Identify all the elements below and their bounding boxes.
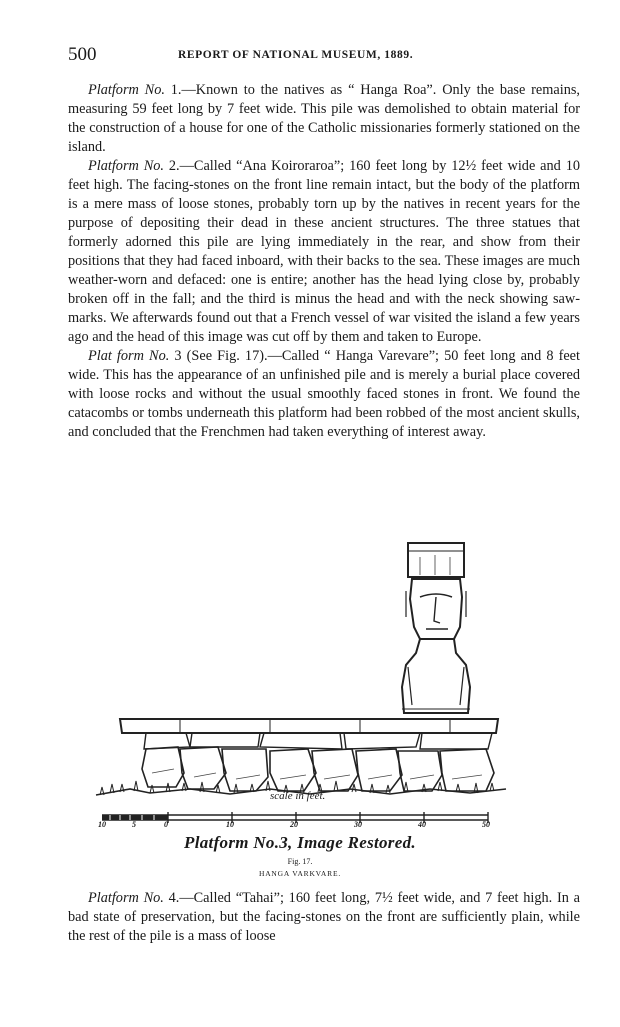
statue-head bbox=[410, 579, 462, 639]
statue-topknot bbox=[408, 543, 464, 577]
scale-tick-label: 40 bbox=[418, 820, 426, 829]
paragraph-lead: Plat form No. bbox=[88, 348, 170, 364]
paragraph-text: 3 (See Fig. 17).—Called “ Hanga Varevare”; 50 feet long and 8 feet wide. This has the appearance of an unfinished pile and is merely a burial place covered with loose rocks and without the usual smoothly faced stones in front. We found the catacombs or tombs underneath this platform had been robbed of the most ancient skulls, and concluded that the Frenchmen had taken everything of interest away. bbox=[68, 348, 580, 440]
platform-illustration bbox=[90, 537, 510, 827]
scale-tick-label: 50 bbox=[482, 820, 490, 829]
paragraph-lead: Platform No. bbox=[88, 890, 164, 906]
scale-tick-label: 30 bbox=[354, 820, 362, 829]
figure-label: Fig. 17. bbox=[287, 857, 313, 866]
body-text bbox=[68, 81, 580, 442]
scale-tick-label: 10 bbox=[98, 820, 106, 829]
scale-tick-label: 20 bbox=[290, 820, 298, 829]
handwritten-caption: Platform No.3, Image Restored. bbox=[184, 833, 416, 852]
paragraph-text: 1.—Known to the natives as “ Hanga Roa”. Only the base remains, measuring 59 feet long by 7 feet wide. This pile was demolished to obtain material for the construction of a house for one of the Catholic missionaries formerly stationed on the island. bbox=[68, 82, 580, 155]
paragraph-platform-4 bbox=[68, 889, 580, 946]
scale-caption: scale in feet. bbox=[270, 790, 326, 802]
paragraph-platform-3 bbox=[68, 347, 580, 442]
scale-tick-label: 10 bbox=[226, 820, 234, 829]
page-header bbox=[68, 44, 568, 68]
body-text-continued bbox=[68, 889, 580, 946]
scale-tick-label: 5 bbox=[132, 820, 136, 829]
paragraph-platform-1 bbox=[68, 81, 580, 157]
figure-17 bbox=[90, 537, 510, 882]
paragraph-lead: Platform No. bbox=[88, 82, 165, 98]
paragraph-lead: Platform No. bbox=[88, 158, 164, 174]
page-number: 500 bbox=[68, 44, 97, 65]
platform-top bbox=[120, 719, 498, 733]
paragraph-text: 2.—Called “Ana Koiroraroa”; 160 feet long by 12½ feet wide and 10 feet high. The facing-stones on the front line remain intact, but the body of the platform is a mere mass of loose stones, probably torn up by the natives in recent years for the purpose of depositing their dead in these ancient structures. The three statues that formerly adorned this pile are lying immediately in the rear, and show from their positions that they had faced inboard, with their backs to the sea. These images are much weather-worn and defaced: one is entire; another has the head lying close by, probably broken off in the fall; and the third is minus the head and with the neck showing saw-marks. We afterwards found out that a French vessel of war visited the island a few years ago and the head of this image was cut off by them and taken to Europe. bbox=[68, 158, 581, 345]
figure-subcaption: HANGA VARKVARE. bbox=[258, 869, 342, 878]
scale-tick-label: 0 bbox=[164, 820, 168, 829]
paragraph-platform-2 bbox=[68, 157, 580, 347]
paragraph-text: 4.—Called “Tahai”; 160 feet long, 7½ feet wide, and 7 feet high. In a bad state of preservation, but the facing-stones on the front are sufficiently plain, while the rest of the pile is a mass of loose bbox=[68, 890, 580, 944]
running-head: REPORT OF NATIONAL MUSEUM, 1889. bbox=[178, 49, 414, 61]
